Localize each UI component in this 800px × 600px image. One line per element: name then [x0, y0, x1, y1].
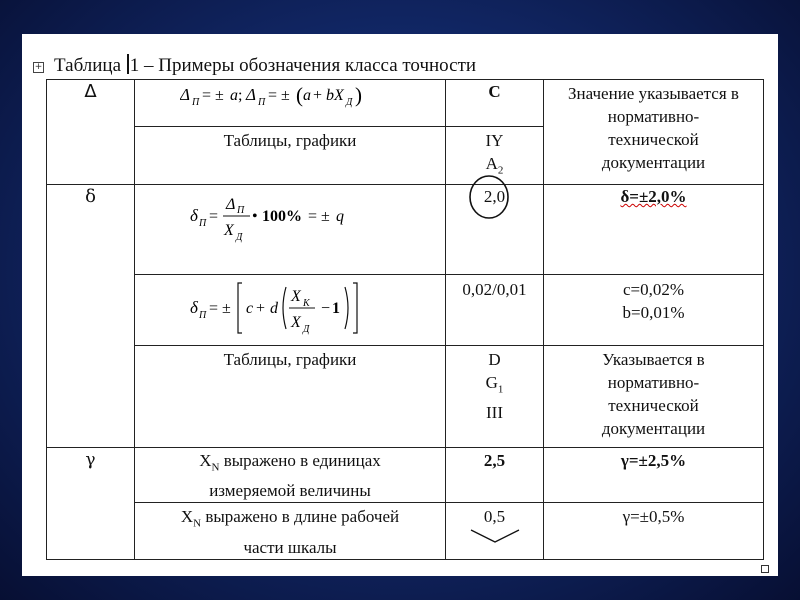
svg-text:+: + [256, 300, 266, 317]
desc-line-xn: $X_N$ выражено в единицах [199, 451, 381, 474]
class-mark-d: D [488, 350, 501, 369]
value-cell [544, 448, 764, 503]
value-c: c=0,02% [622, 280, 685, 299]
note-line: документации [601, 153, 706, 172]
class-mark-a2: $A_2$ [485, 154, 504, 177]
desc-cell [135, 503, 446, 559]
note-line: Значение указывается в [568, 84, 739, 103]
class-mark-iii: III [486, 403, 503, 423]
value-cell [544, 503, 764, 559]
svg-text:c: c [246, 300, 254, 317]
svg-text:a: a [230, 87, 238, 104]
chevron-mark-icon [469, 528, 521, 544]
svg-text:+: + [313, 87, 323, 104]
symbol-delta: Δ [84, 81, 97, 102]
table-row [47, 346, 764, 448]
svg-text:;: ; [238, 87, 243, 104]
svg-text:X: X [291, 314, 301, 331]
slide [22, 34, 778, 576]
formula-cell-abs [135, 80, 446, 127]
note-cell-delta-rel [544, 346, 764, 448]
svg-text:(: ( [296, 83, 303, 107]
value-delta-2-0: δ=±2,0% [620, 187, 687, 206]
desc-tables-graphs: Таблицы, графики [223, 350, 357, 369]
svg-text:Д: Д [236, 232, 243, 243]
note-line: технической [608, 396, 699, 415]
desc-line: части шкалы [243, 537, 337, 557]
class-mark-c: С [488, 82, 501, 101]
table-resize-icon[interactable] [761, 565, 769, 573]
value-cell [544, 185, 764, 275]
symbol-cell-delta [47, 80, 135, 185]
desc-cell [135, 448, 446, 503]
svg-text:К: К [303, 298, 310, 309]
note-line: нормативно- [607, 107, 700, 126]
note-line: технической [608, 130, 699, 149]
table-row [47, 448, 764, 503]
table-row [47, 185, 764, 275]
formula-cell-rel2 [135, 275, 446, 346]
svg-text:δ: δ [190, 206, 198, 225]
table-move-icon[interactable]: + [34, 62, 43, 72]
class-cell [446, 448, 544, 503]
circle-mark-icon [466, 174, 512, 220]
svg-text:П: П [199, 310, 207, 321]
svg-text:Δ: Δ [246, 85, 256, 104]
accuracy-class-table [46, 79, 764, 560]
value-gamma-2-5: γ=±2,5% [620, 451, 687, 470]
symbol-cell-delta-rel [47, 185, 135, 448]
text-cursor [127, 54, 129, 74]
value-gamma-0-5: γ=±0,5% [622, 507, 685, 527]
class-value-0-02-0-01: 0,02/0,01 [462, 280, 527, 299]
svg-text:= ±: = ± [268, 87, 290, 104]
svg-text:X: X [224, 222, 234, 239]
svg-text:П: П [237, 205, 245, 216]
class-cell [446, 503, 544, 559]
svg-text:d: d [270, 300, 278, 317]
svg-text:= ±: = ± [202, 87, 224, 104]
class-cell [446, 80, 544, 127]
svg-text:q: q [336, 208, 344, 225]
symbol-gamma: γ [85, 450, 96, 470]
svg-text:П: П [199, 218, 207, 229]
note-line: Указывается в [602, 350, 705, 369]
note-cell-delta [544, 80, 764, 185]
svg-text:a: a [303, 87, 311, 104]
value-cell [544, 275, 764, 346]
value-b: b=0,01% [622, 303, 685, 322]
svg-text:−: − [321, 300, 331, 317]
formula-cell-rel [135, 185, 446, 275]
class-mark-circled [484, 185, 505, 208]
class-cell [446, 275, 544, 346]
svg-text:=: = [209, 208, 219, 225]
class-cell [446, 185, 544, 275]
note-line: документации [601, 419, 706, 438]
table-row [47, 80, 764, 127]
desc-tables-graphs: Таблицы, графики [223, 131, 357, 150]
svg-text:Д: Д [346, 97, 353, 108]
svg-text:100%: 100% [262, 208, 302, 225]
symbol-cell-gamma [47, 448, 135, 560]
class-mark-g1: $G_1$ [485, 373, 504, 396]
table-row [47, 275, 764, 346]
svg-text:= ±: = ± [209, 300, 231, 317]
svg-text:X: X [291, 288, 301, 305]
caption-suffix: 1 – Примеры обозначения класса точности [129, 55, 477, 76]
desc-line-xn: $X_N$ выражено в длине рабочей [180, 507, 400, 530]
svg-text:•: • [252, 208, 258, 225]
desc-line: измеряемой величины [209, 481, 371, 501]
symbol-delta-rel: δ [85, 186, 96, 207]
svg-text:= ±: = ± [308, 208, 330, 225]
note-line: нормативно- [607, 373, 700, 392]
desc-cell [135, 127, 446, 185]
svg-text:Δ: Δ [226, 196, 236, 213]
class-value-2-5: 2,5 [483, 451, 506, 470]
desc-cell [135, 346, 446, 448]
class-value-0-5: 0,5 [483, 507, 506, 527]
class-mark-iy: IY [485, 131, 504, 150]
svg-text:Δ: Δ [180, 85, 190, 104]
svg-text:δ: δ [190, 298, 198, 317]
svg-text:): ) [355, 83, 362, 107]
formula-rel-error [190, 185, 390, 245]
formula-rel-error-2 [190, 275, 390, 341]
table-caption [54, 54, 476, 77]
svg-text:bX: bX [326, 87, 344, 104]
table-row [47, 503, 764, 559]
svg-text:Д: Д [303, 324, 310, 335]
formula-abs-error [180, 80, 400, 110]
svg-text:1: 1 [332, 300, 340, 317]
class-cell [446, 346, 544, 448]
svg-text:П: П [258, 97, 266, 108]
class-value-2-0: 2,0 [483, 187, 506, 206]
caption-prefix: Таблица [54, 55, 122, 76]
svg-text:П: П [192, 97, 200, 108]
